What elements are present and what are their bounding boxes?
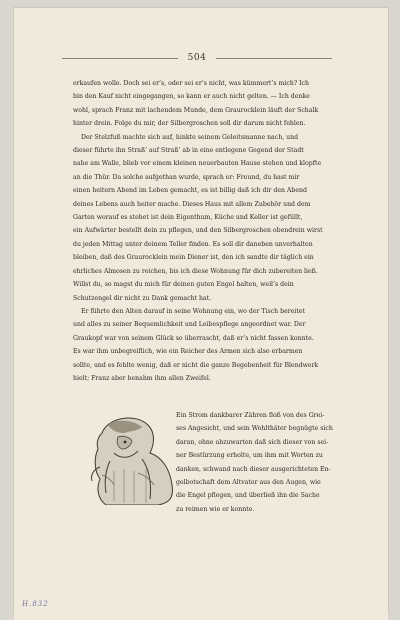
text-line: wohl, sprach Franz mit lachendem Munde, dem Graurocklein läuft der Schalk	[73, 106, 319, 114]
text-line: die Engel pflegen, und überließ ihn die Sache	[176, 492, 320, 500]
text-line: und alles zu seiner Bequemlichkeit und Leibespflege angeordnet war. Der	[73, 321, 306, 329]
text-line: du jeden Mittag unter deinem Teller finden. Es soll dir daneben unverhalten	[73, 240, 313, 248]
text-line: danken, schwand nach dieser ausgerichteten En-	[176, 465, 331, 473]
header-rule-left	[62, 58, 178, 59]
text-line: Der Stelzfuß machte sich auf, hinkte seinem Geleitsmanne nach, und	[81, 133, 299, 141]
archive-mark: H.832	[22, 600, 49, 608]
text-line: Er führte den Alten darauf in seine Wohnung ein, wo der Tisch bereitet	[81, 307, 305, 315]
text-line: Es war ihm unbegreiflich, wie ein Reicher des Armen sich also erbarmen	[73, 348, 303, 356]
text-line: an die Thür. Da solche aufgethan wurde, sprach er: Freund, du hast mir	[73, 173, 300, 181]
text-line: deines Lebens auch heiter mache. Dieses Haus mit allem Zubehör und dem	[73, 200, 311, 208]
text-line: hielt; Franz aber benahm ihm allen Zweifel.	[73, 374, 211, 382]
header-rule-right	[216, 58, 332, 59]
text-line: erkaufen wolle. Doch sei er’s, oder sei er’s nicht, was kümmert’s mich? Ich	[73, 80, 310, 87]
text-line: ner Bestürzung erholte, um ihm mit Worten zu	[176, 452, 323, 460]
text-line: Garten worauf es stehet ist dein Eigenthum, Küche und Keller ist gefüllt,	[73, 214, 303, 222]
old-man-illustration	[84, 409, 176, 505]
text-line: Willst du, so magst du mich für deinen guten Engel halten, weil’s dein	[73, 281, 294, 289]
page-header	[62, 48, 332, 68]
text-line: gelbotschaft dem Altvater aus den Augen, wie	[176, 479, 321, 487]
text-line: Ein Strom dankbarer Zähren floß von des Grei-	[176, 412, 325, 419]
text-line: Schutzengel dir nicht zu Dank gemacht hat.	[73, 294, 212, 302]
text-line: hinter drein. Folge du mir, der Silbergroschen soll dir darum nicht fehlen.	[73, 120, 306, 128]
text-line: einen heitern Abend im Leben gemacht, es ist billig daß ich dir den Abend	[73, 187, 307, 195]
text-line: ses Angesicht, und sein Wohlthäter begnügte sich	[176, 425, 333, 433]
body-text	[73, 77, 344, 385]
text-line: bin den Kauf nicht eingegangen, so kann er auch nicht gelten. — Ich denke	[73, 93, 310, 101]
text-line: ein Aufwärter bestellt dein zu pflegen, und den Silbergroschen obendrein wirst	[73, 227, 323, 235]
page-number: 504	[187, 53, 207, 63]
text-line: Graukopf war von seinem Glück so überrascht, daß er’s nicht fassen konnte.	[73, 334, 314, 342]
text-line: ehrliches Almosen zu reichen, bis ich diese Wohnung für dich zubereiten ließ.	[73, 267, 318, 275]
text-line: sollte, und es fehlte wenig, daß er nicht die ganze Begebenheit für Blendwerk	[73, 361, 319, 369]
text-line: bleiben, daß des Graurocklein mein Diener ist, den ich sandte dir täglich ein	[73, 254, 314, 262]
text-line: dieser führte ihn Straß’ auf Straß’ ab in eine entlegene Gegend der Stadt	[73, 147, 304, 155]
page-bottom-edge	[14, 612, 388, 620]
text-line: nahe am Walle, blieb vor einem kleinen neuerbauten Hause stehen und klopfte	[73, 160, 322, 168]
text-line: zu reimen wie er konnte.	[176, 505, 255, 513]
wrapped-text-block	[176, 409, 344, 516]
text-line: daran, ohne abzuwarten daß sich dieser von sei-	[176, 438, 329, 446]
